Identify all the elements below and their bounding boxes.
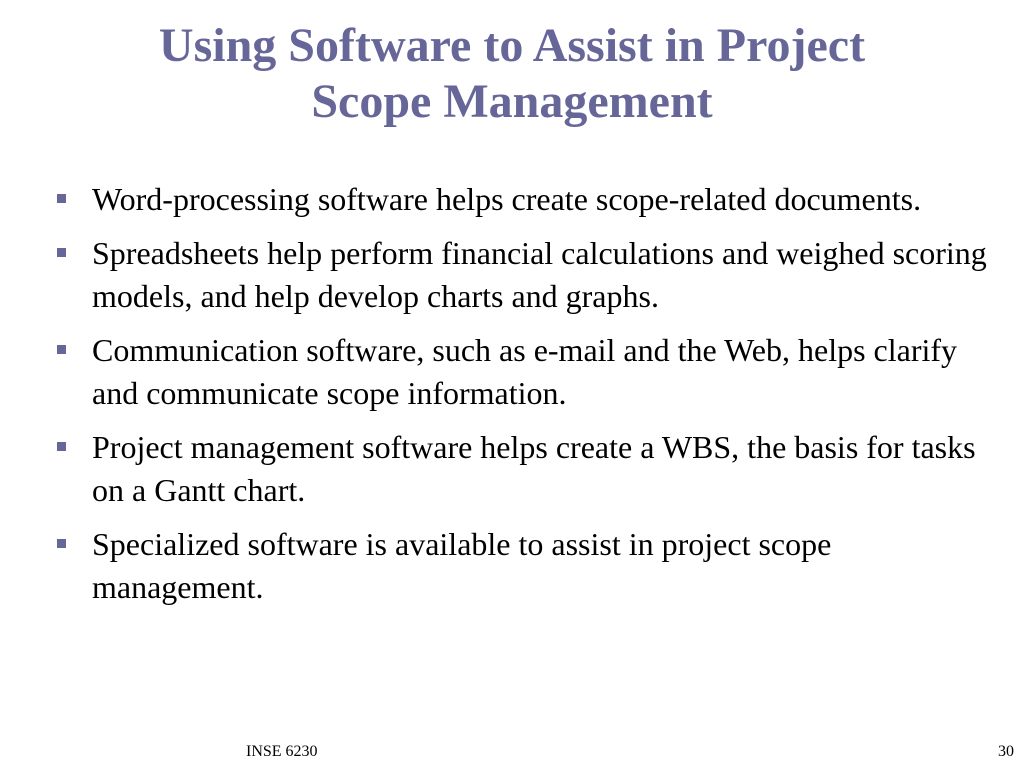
bullet-text: Communication software, such as e-mail and the Web, helps clarify and communicate scope information. [92,332,958,411]
slide-title-line-1: Using Software to Assist in Project [158,19,866,72]
page-number: 30 [998,743,1014,760]
bullet-item [52,232,992,318]
square-bullet-icon [57,248,66,257]
bullet-text: Word-processing software helps create scope-related documents. [92,181,922,217]
square-bullet-icon [57,345,66,354]
square-bullet-icon [57,194,66,203]
footer-course-code: INSE 6230 [246,743,318,760]
slide-title [20,18,1004,130]
bullet-list [52,178,992,620]
square-bullet-icon [57,442,66,451]
slide-title-line-2: Scope Management [311,75,713,128]
square-bullet-icon [57,539,66,548]
bullet-text: Project management software helps create a WBS, the basis for tasks on a Gantt chart. [92,429,976,508]
bullet-text: Spreadsheets help perform financial calculations and weighed scoring models, and help develop charts and graphs. [92,235,987,314]
bullet-item [52,329,992,415]
bullet-item [52,523,992,609]
bullet-text: Specialized software is available to assist in project scope management. [92,526,832,605]
bullet-item [52,426,992,512]
bullet-item [52,178,992,221]
